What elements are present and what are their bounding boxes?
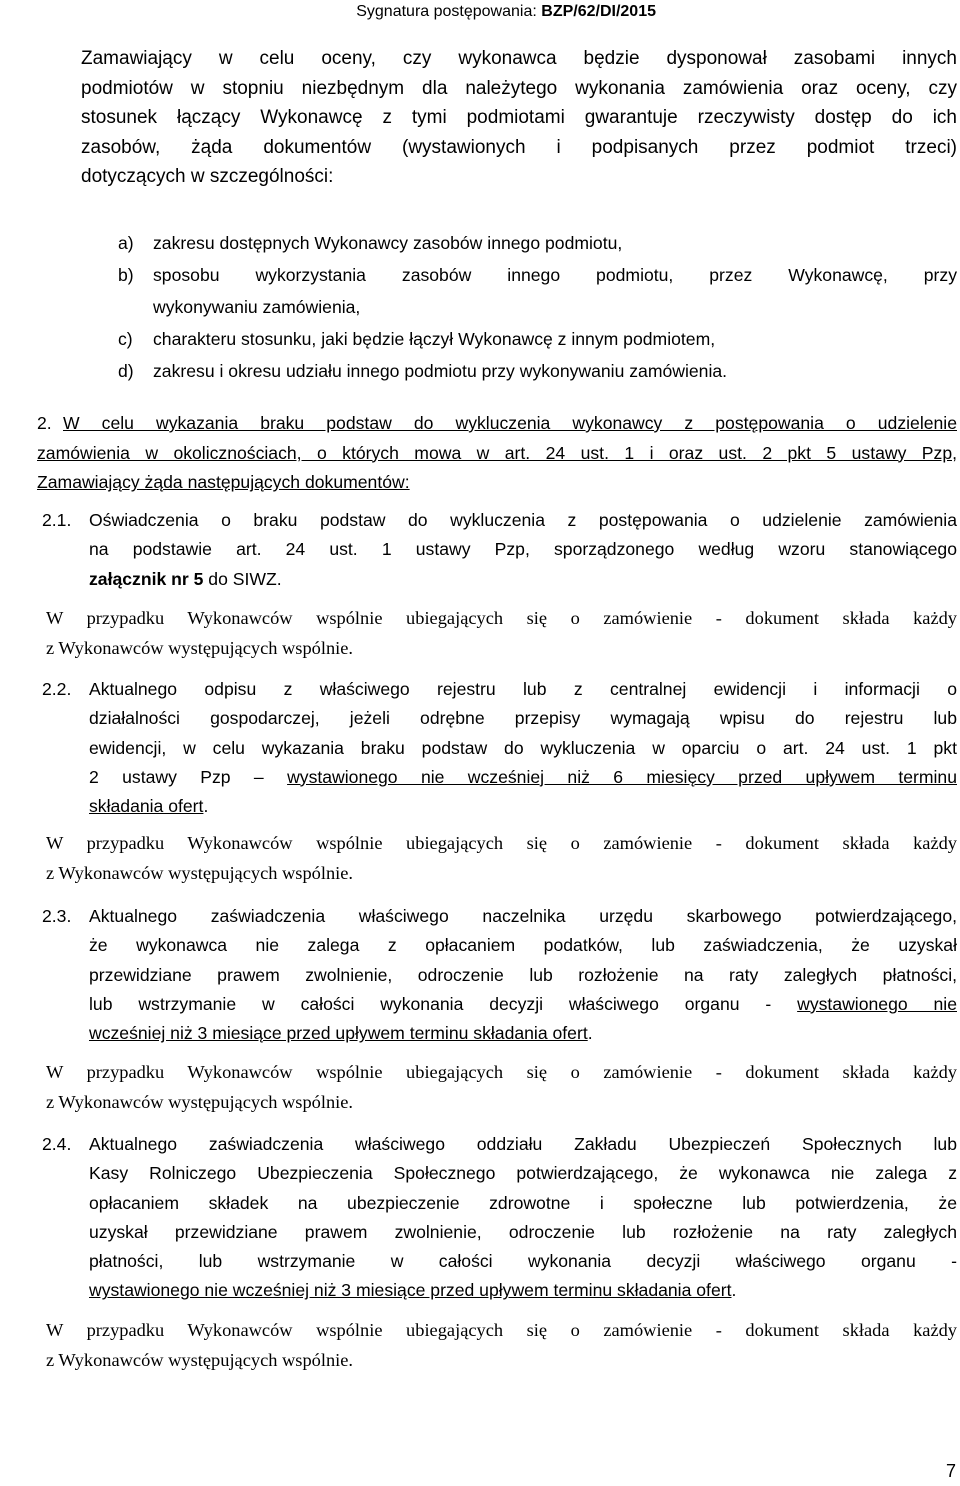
intro-line: zasobów, żąda dokumentów (wystawionych i podpisanych przez podmiot trzeci): [81, 136, 957, 158]
subsection-line: wcześniej niż 3 miesiące przed upływem terminu składania ofert.: [89, 1023, 593, 1044]
note-line: W przypadku Wykonawców wspólnie ubiegających się o zamówienie - dokument składa każdy: [46, 608, 957, 628]
subsection-line: przewidziane prawem zwolnienie, odroczenie lub rozłożenie na raty zaległych płatności,: [89, 964, 957, 985]
subsection-line: załącznik nr 5 do SIWZ.: [89, 568, 282, 589]
note-line: z Wykonawców występujących wspólnie.: [46, 637, 354, 658]
section-number: 2.: [37, 413, 52, 433]
subsection-number: 2.1.: [42, 510, 72, 530]
subsection-line: Aktualnego zaświadczenia właściwego naczelnika urzędu skarbowego potwierdzającego,: [89, 906, 957, 926]
list-item-label: b): [118, 265, 134, 285]
joint-bidders-note: [46, 604, 957, 663]
note-line: W przypadku Wykonawców wspólnie ubiegających się o zamówienie - dokument składa każdy: [46, 1320, 957, 1340]
page-number: 7: [945, 1461, 956, 1481]
note-line: W przypadku Wykonawców wspólnie ubiegających się o zamówienie - dokument składa każdy: [46, 833, 957, 853]
subsection-line: Aktualnego zaświadczenia właściwego oddziału Zakładu Ubezpieczeń Społecznych lub: [89, 1134, 957, 1154]
list-item-label: c): [118, 329, 133, 349]
subsection-line: uzyskał przewidziane prawem zwolnienie, odroczenie lub rozłożenie na raty zaległych: [89, 1221, 957, 1242]
intro-line: dotyczących w szczególności:: [81, 166, 334, 188]
intro-line: podmiotów w stopniu niezbędnym dla należytego wykonania zamówienia oraz oceny, czy: [81, 77, 957, 99]
subsection-line: Oświadczenia o braku podstaw do wykluczenia z postępowania o udzielenie zamówienia: [89, 510, 957, 530]
subsection-number: 2.2.: [42, 679, 72, 699]
list-item-text: charakteru stosunku, jaki będzie łączył Wykonawcę z innym podmiotem,: [153, 329, 716, 349]
intro-line: Zamawiający w celu oceny, czy wykonawca będzie dysponował zasobami innych: [81, 48, 957, 69]
subsection-2-2: [42, 675, 957, 821]
joint-bidders-note: [46, 829, 957, 888]
subsection-number: 2.4.: [42, 1134, 72, 1154]
subsection-2-3: [42, 902, 957, 1048]
subsection-line: na podstawie art. 24 ust. 1 ustawy Pzp, sporządzonego według wzoru stanowiącego: [89, 539, 957, 560]
resource-list: [118, 227, 957, 387]
page-header: [356, 2, 656, 22]
list-item: [118, 227, 957, 259]
note-line: z Wykonawców występujących wspólnie.: [46, 862, 354, 883]
subsection-line: 2 ustawy Pzp – wystawionego nie wcześniej niż 6 miesięcy przed upływem terminu: [89, 766, 957, 787]
section-2: [37, 409, 957, 498]
section-heading-line: zamówienia w okolicznościach, o których mowa w art. 24 ust. 1 i oraz ust. 2 pkt 5 ustawy Pzp,: [37, 442, 957, 463]
list-item-text: zakresu i okresu udziału innego podmiotu przy wykonywaniu zamówienia.: [153, 361, 728, 381]
subsection-line: że wykonawca nie zalega z opłacaniem podatków, lub zaświadczenia, że uzyskał: [89, 935, 957, 956]
section-heading-line: W celu wykazania braku podstaw do wykluczenia wykonawcy z postępowania o udzielenie: [63, 413, 957, 433]
attachment-ref: załącznik nr 5: [89, 568, 204, 589]
list-item: [118, 355, 957, 387]
list-item-text: wykonywaniu zamówienia,: [153, 297, 361, 317]
subsection-2-4: [42, 1130, 957, 1306]
subsection-2-1: [42, 506, 957, 594]
subsection-line: składania ofert.: [89, 796, 209, 817]
note-line: z Wykonawców występujących wspólnie.: [46, 1091, 354, 1112]
list-item-text: zakresu dostępnych Wykonawcy zasobów innego podmiotu,: [153, 233, 623, 253]
subsection-line: opłacaniem składek na ubezpieczenie zdrowotne i społeczne lub potwierdzenia, że: [89, 1192, 957, 1213]
intro-line: stosunek łączący Wykonawcę z tymi podmiotami gwarantuje rzeczywisty dostęp do ich: [81, 107, 957, 129]
subsection-line: ewidencji, w celu wykazania braku podstaw do wykluczenia w oparciu o art. 24 ust. 1 pkt: [89, 737, 957, 758]
list-item: [118, 259, 957, 323]
note-line: z Wykonawców występujących wspólnie.: [46, 1349, 354, 1370]
joint-bidders-note: [46, 1316, 957, 1375]
subsection-line: lub wstrzymanie w całości wykonania decyzji właściwego organu - wystawionego nie: [89, 993, 957, 1014]
list-item-label: a): [118, 233, 134, 253]
section-heading-line: Zamawiający żąda następujących dokumentów:: [37, 472, 410, 493]
subsection-line: Aktualnego odpisu z właściwego rejestru lub z centralnej ewidencji i informacji o: [89, 679, 957, 699]
list-item-text: sposobu wykorzystania zasobów innego podmiotu, przez Wykonawcę, przy: [153, 265, 957, 285]
subsection-line: działalności gospodarczej, jeżeli odrębne przepisy wymagają wpisu do rejestru lub: [89, 708, 957, 729]
intro-paragraph: [81, 44, 957, 192]
joint-bidders-note: [46, 1058, 957, 1117]
header-case-number: BZP/62/DI/2015: [541, 3, 656, 20]
subsection-number: 2.3.: [42, 906, 72, 926]
list-item-label: d): [118, 361, 134, 381]
header-label: Sygnatura postępowania:: [356, 3, 537, 20]
subsection-line: Kasy Rolniczego Ubezpieczenia Społecznego potwierdzającego, że wykonawca nie zalega z: [89, 1163, 957, 1184]
note-line: W przypadku Wykonawców wspólnie ubiegających się o zamówienie - dokument składa każdy: [46, 1062, 957, 1082]
list-item: [118, 323, 957, 355]
subsection-line: płatności, lub wstrzymanie w całości wykonania decyzji właściwego organu -: [89, 1251, 957, 1272]
subsection-line: wystawionego nie wcześniej niż 3 miesiące przed upływem terminu składania ofert.: [89, 1280, 737, 1301]
